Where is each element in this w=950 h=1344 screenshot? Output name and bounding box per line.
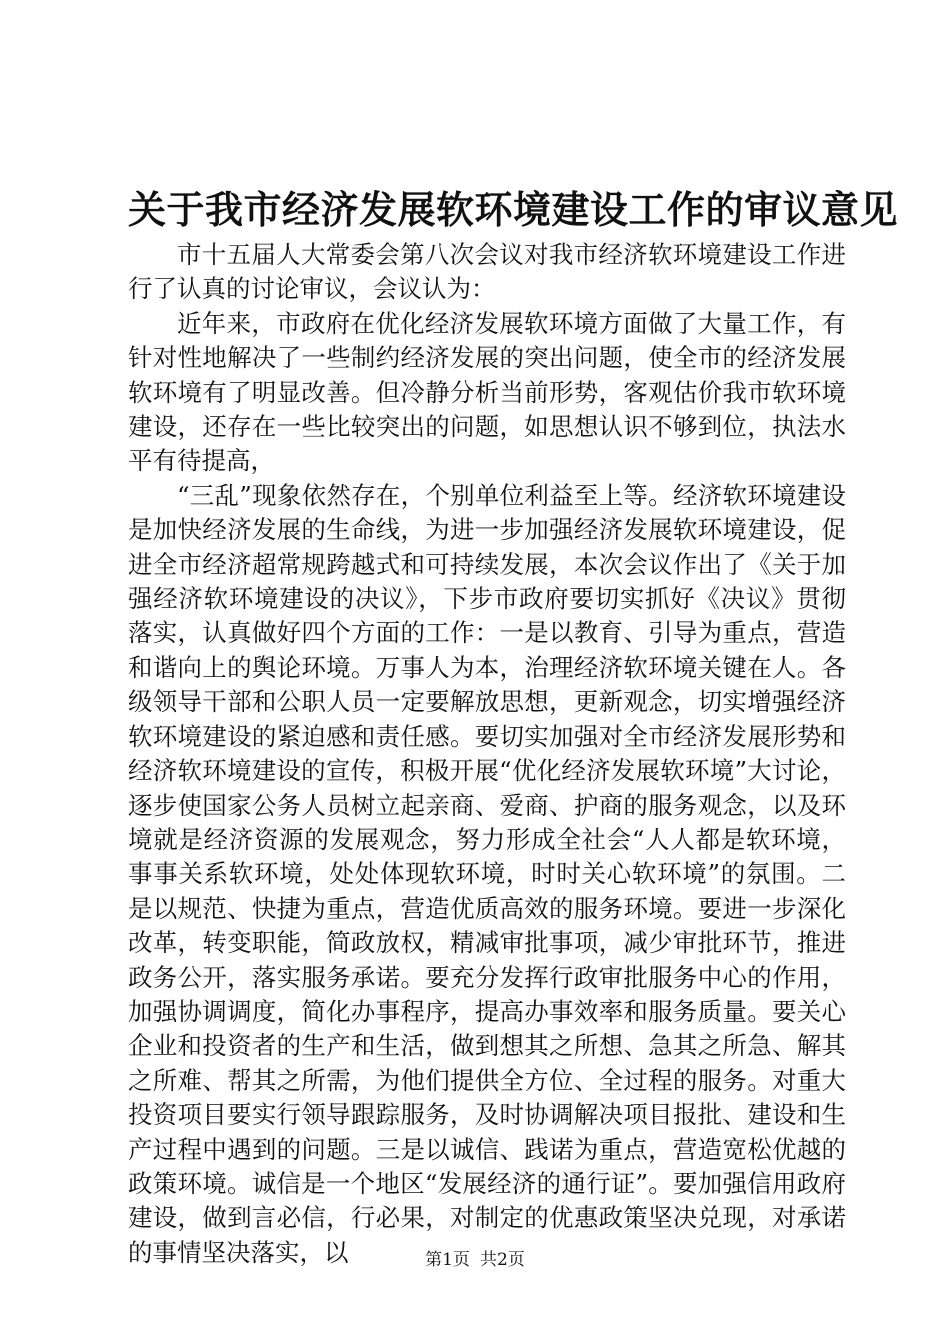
page-number: 第1页 (425, 1250, 470, 1270)
paragraph: 近年来，市政府在优化经济发展软环境方面做了大量工作，有针对性地解决了一些制约经济发展的突出问题，使全市的经济发展软环境有了明显改善。但冷静分析当前形势，客观估价我市软环境建设，还存在一些比较突出的问题，如思想认识不够到位，执法水平有待提高， (128, 308, 846, 476)
page-total: 共2页 (480, 1250, 525, 1270)
paragraph: 市十五届人大常委会第八次会议对我市经济软环境建设工作进行了认真的讨论审议，会议认为： (128, 240, 846, 304)
document-body (128, 238, 846, 1270)
document-title: 关于我市经济发展软环境建设工作的审议意见 (128, 187, 899, 232)
page-footer (0, 1248, 950, 1272)
paragraph: “三乱”现象依然存在，个别单位利益至上等。经济软环境建设是加快经济发展的生命线，为进一步加强经济发展软环境建设，促进全市经济超常规跨越式和可持续发展，本次会议作出了《关于加强经济软环境建设的决议》，下步市政府要切实抓好《决议》贯彻落实，认真做好四个方面的工作：一是以教育、引导为重点，营造和谐向上的舆论环境。万事人为本，治理经济软环境关键在人。各级领导干部和公职人员一定要解放思想，更新观念，切实增强经济软环境建设的紧迫感和责任感。要切实加强对全市经济发展形势和经济软环境建设的宣传，积极开展“优化经济发展软环境”大讨论，逐步使国家公务人员树立起亲商、爱商、护商的服务观念，以及环境就是经济资源的发展观念，努力形成全社会“人人都是软环境，事事关系软环境，处处体现软环境，时时关心软环境”的氛围。二是以规范、快捷为重点，营造优质高效的服务环境。要进一步深化改革，转变职能，简政放权，精减审批事项，减少审批环节，推进政务公开，落实服务承诺。要充分发挥行政审批服务中心的作用，加强协调调度，简化办事程序，提高办事效率和服务质量。要关心企业和投资者的生产和生活，做到想其之所想、急其之所急、解其之所难、帮其之所需，为他们提供全方位、全过程的服务。对重大投资项目要实行领导跟踪服务，及时协调解决项目报批、建设和生产过程中遇到的问题。三是以诚信、践诺为重点，营造宽松优越的政策环境。诚信是一个地区“发展经济的通行证”。要加强信用政府建设，做到言必信，行必果，对制定的优惠政策坚决兑现，对承诺的事情坚决落实，以 (128, 480, 846, 1267)
